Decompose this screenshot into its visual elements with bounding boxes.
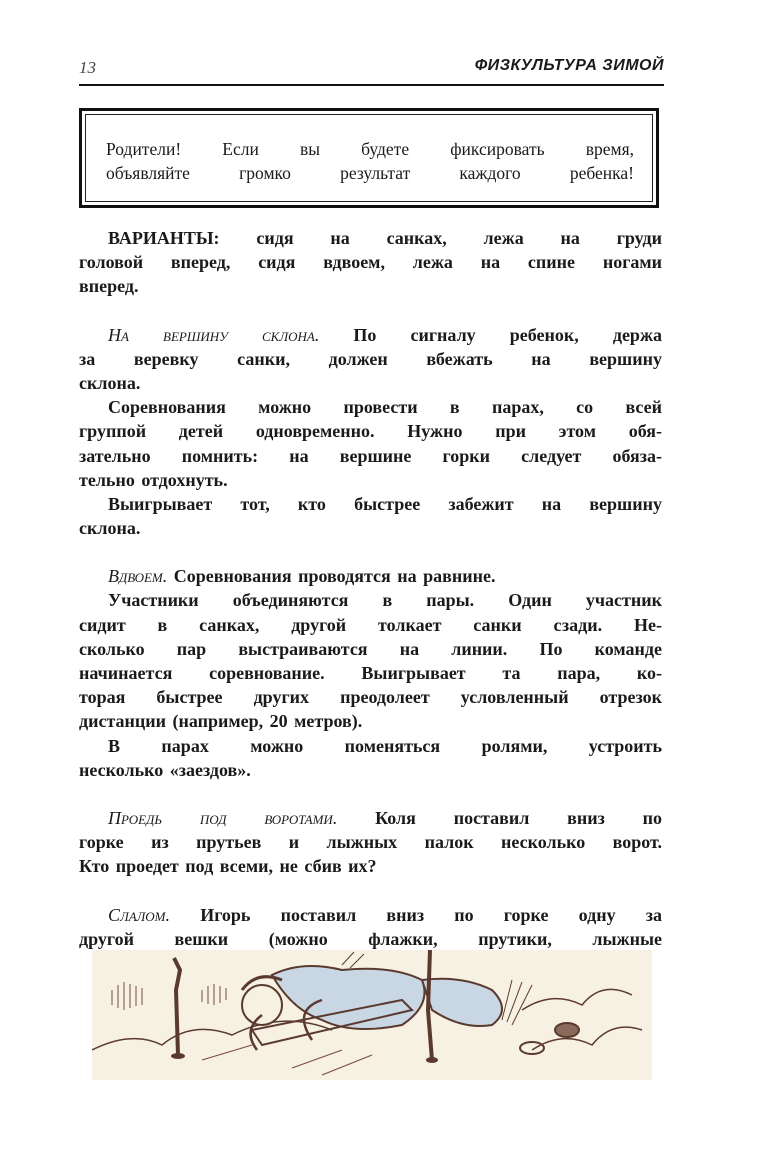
notice-box — [79, 108, 659, 208]
paragraph-line: В парах можно поменяться ролями, устроить — [108, 735, 662, 756]
paragraph-line: другой вешки (можно флажки, прутики, лыжные — [79, 928, 662, 949]
paragraph-line: склона. — [79, 372, 141, 393]
section-title-gates: Проедь под воротами. — [108, 807, 338, 828]
paragraph-line: На вершину склона. По сигналу ребенок, держа — [108, 324, 662, 345]
notice-line: объявляйте громко результат каждого ребенка! — [106, 163, 634, 183]
section-title-slalom: Слалом. — [108, 904, 171, 925]
paragraph-line: дистанции (например, 20 метров). — [79, 711, 363, 732]
paragraph-line: Выигрывает тот, кто быстрее забежит на вершину — [108, 493, 662, 514]
body-text — [79, 226, 662, 951]
section-title-summit: На вершину склона. — [108, 324, 320, 345]
section-title-pairs: Вдвоем. — [108, 566, 168, 587]
running-title: ФИЗКУЛЬТУРА ЗИМОЙ — [474, 57, 664, 74]
section-gap — [79, 879, 662, 903]
paragraph-line: ВАРИАНТЫ: сидя на санках, лежа на груди — [108, 228, 662, 248]
paragraph-line: Кто проедет под всеми, не сбив их? — [79, 856, 377, 877]
paragraph-line: сколько пар выстраиваются на линии. По команде — [79, 638, 662, 659]
paragraph-line: торая быстрее других преодолеет условленный отрезок — [79, 687, 662, 708]
paragraph-line: начинается соревнование. Выигрывает та пара, ко- — [79, 663, 662, 683]
paragraph-line: Соревнования можно провести в парах, со всей — [108, 397, 662, 418]
section-gap — [79, 540, 662, 564]
paragraph-line: несколько «заездов». — [79, 759, 251, 780]
notice-line: Родители! Если вы будете фиксировать время, — [106, 139, 634, 159]
paragraph-line: склона. — [79, 518, 141, 539]
sledding-illustration — [92, 950, 652, 1080]
section-gap — [79, 782, 662, 806]
page-number: 13 — [79, 58, 96, 77]
notice-text — [106, 137, 634, 185]
paragraph-line: группой детей одновременно. Нужно при этом обя- — [79, 421, 662, 442]
running-head — [79, 56, 664, 82]
header-rule — [79, 84, 664, 86]
paragraph-line: тельно отдохнуть. — [79, 469, 228, 490]
paragraph-line: за веревку санки, должен вбежать на вершину — [79, 348, 662, 369]
paragraph-line: Слалом. Игорь поставил вниз по горке одну за — [108, 904, 662, 925]
paragraph-line: головой вперед, сидя вдвоем, лежа на спине ногами — [79, 252, 662, 273]
paragraph-line: сидит в санках, другой толкает санки сзади. Не- — [79, 614, 662, 635]
paragraph-line: Вдвоем. Соревнования проводятся на равнине. — [108, 566, 496, 587]
paragraph-line: Проедь под воротами. Коля поставил вниз по — [108, 807, 662, 828]
variants-label: ВАРИАНТЫ: — [108, 228, 220, 248]
illustration-svg — [92, 950, 652, 1080]
paragraph-line: Участники объединяются в пары. Один участник — [108, 590, 662, 611]
paragraph-line: горке из прутьев и лыжных палок несколько ворот. — [79, 832, 662, 853]
paragraph-line: вперед. — [79, 276, 139, 297]
paragraph-line: зательно помнить: на вершине горки следует обяза- — [79, 445, 662, 466]
section-gap — [79, 299, 662, 323]
